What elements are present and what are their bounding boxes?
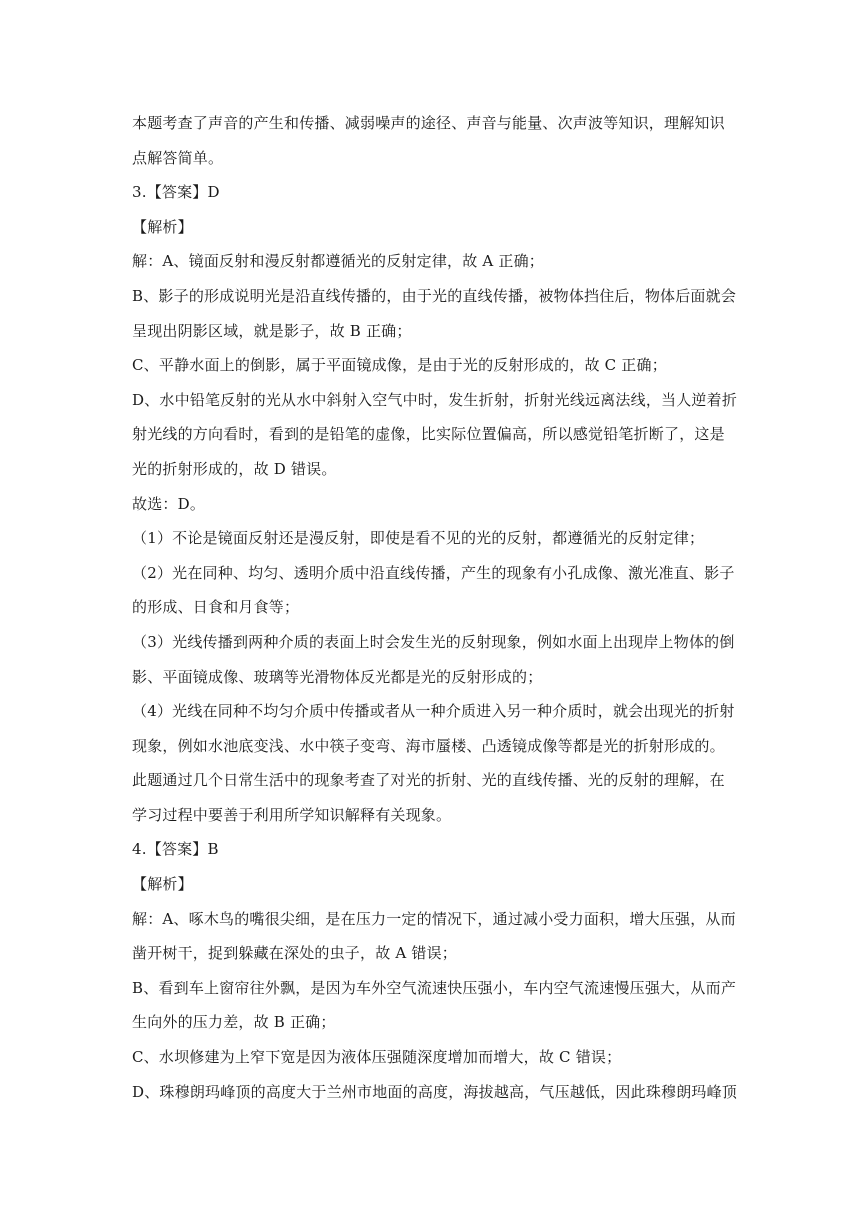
text-line: 的形成、日食和月食等； [132, 598, 300, 617]
text-line: 射光线的方向看时，看到的是铅笔的虚像，比实际位置偏高，所以感觉铅笔折断了，这是 [132, 425, 725, 444]
text-line: （1）不论是镜面反射还是漫反射，即使是看不见的光的反射，都遵循光的反射定律； [132, 529, 705, 548]
text-line: 现象，例如水池底变浅、水中筷子变弯、海市蜃楼、凸透镜成像等都是光的折射形成的。 [132, 736, 725, 755]
text-line: （4）光线在同种不均匀介质中传播或者从一种介质进入另一种介质时，就会出现光的折射 [132, 702, 735, 721]
text-line: 故选：D。 [132, 494, 206, 513]
text-line: （2）光在同种、均匀、透明介质中沿直线传播，产生的现象有小孔成像、激光准直、影子 [132, 563, 735, 582]
text-line: 本题考查了声音的产生和传播、减弱噪声的途径、声音与能量、次声波等知识，理解知识 [132, 114, 725, 132]
text-line: C、平静水面上的倒影，属于平面镜成像，是由于光的反射形成的，故 C 正确； [132, 356, 667, 375]
text-line: D、水中铅笔反射的光从水中斜射入空气中时，发生折射，折射光线远离法线，当人逆着折 [132, 390, 738, 409]
answer-heading-3: 3.【答案】D [132, 183, 220, 202]
text-line: 影、平面镜成像、玻璃等光滑物体反光都是光的反射形成的； [132, 667, 543, 686]
text-line: B、影子的形成说明光是沿直线传播的，由于光的直线传播，被物体挡住后，物体后面就会 [132, 286, 737, 305]
analysis-heading: 【解析】 [132, 875, 193, 894]
text-line: C、水坝修建为上窄下宽是因为液体压强随深度增加而增大，故 C 错误； [132, 1048, 622, 1067]
text-line: 解：A、镜面反射和漫反射都遵循光的反射定律，故 A 正确； [132, 252, 545, 271]
text-line: 生向外的压力差，故 B 正确； [132, 1013, 336, 1032]
analysis-heading: 【解析】 [132, 217, 193, 236]
text-line: 此题通过几个日常生活中的现象考查了对光的折射、光的直线传播、光的反射的理解，在 [132, 771, 725, 790]
answer-heading-4: 4.【答案】B [132, 840, 219, 859]
text-line: B、看到车上窗帘往外飘，是因为车外空气流速快压强小，车内空气流速慢压强大，从而产 [132, 978, 737, 997]
text-line: 点解答简单。 [132, 148, 224, 167]
text-line: 学习过程中要善于利用所学知识解释有关现象。 [132, 805, 452, 824]
text-line: D、珠穆朗玛峰顶的高度大于兰州市地面的高度，海拔越高，气压越低，因此珠穆朗玛峰顶 [132, 1082, 738, 1101]
answer-text-block [132, 106, 745, 1109]
text-line: 凿开树干，捉到躲藏在深处的虫子，故 A 错误； [132, 944, 457, 963]
text-line: （3）光线传播到两种介质的表面上时会发生光的反射现象，例如水面上出现岸上物体的倒 [132, 632, 735, 651]
text-line: 光的折射形成的，故 D 错误。 [132, 459, 337, 478]
text-line: 呈现出阴影区域，就是影子，故 B 正确； [132, 321, 412, 340]
text-line: 解：A、啄木鸟的嘴很尖细，是在压力一定的情况下，通过减小受力面积，增大压强，从而 [132, 909, 736, 928]
